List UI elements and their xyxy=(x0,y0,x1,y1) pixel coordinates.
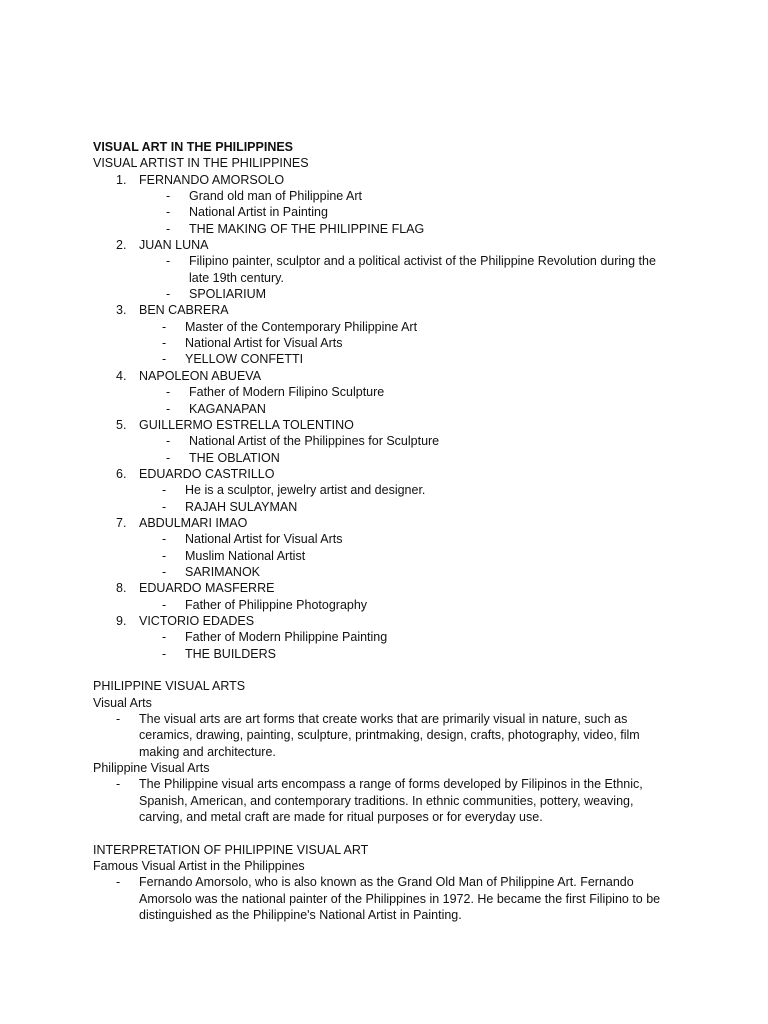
artist-detail xyxy=(0,482,768,498)
bullet-text: Fernando Amorsolo, who is also known as the Grand Old Man of Philippine Art. Fernando Amorsolo was the national painter of the Philippines in 1972. He became the first Filipino to be distinguished as the Philippine's National Artist in Painting. xyxy=(139,875,661,923)
section2-sub1: Visual Arts xyxy=(93,695,152,710)
artist-item xyxy=(0,417,768,433)
artist-detail xyxy=(0,433,768,449)
artist-detail xyxy=(0,499,768,515)
artist-item xyxy=(0,613,768,629)
dash-bullet: - xyxy=(166,189,171,204)
artist-detail xyxy=(0,286,768,302)
artist-detail xyxy=(0,253,768,286)
artist-detail xyxy=(0,335,768,351)
section3-heading: INTERPRETATION OF PHILIPPINE VISUAL ART xyxy=(93,842,369,857)
section2-heading: PHILIPPINE VISUAL ARTS xyxy=(93,679,246,694)
artist-detail-text: YELLOW CONFETTI xyxy=(185,352,304,367)
dash-bullet: - xyxy=(162,336,167,351)
artist-detail-text: SPOLIARIUM xyxy=(189,287,267,302)
dash-bullet: - xyxy=(116,777,121,792)
dash-bullet: - xyxy=(166,287,171,302)
list-number: 4. xyxy=(116,368,127,383)
dash-bullet: - xyxy=(166,254,171,269)
list-number: 8. xyxy=(116,581,127,596)
artist-name: GUILLERMO ESTRELLA TOLENTINO xyxy=(139,417,354,432)
artist-detail xyxy=(0,204,768,220)
section-subtitle: VISUAL ARTIST IN THE PHILIPPINES xyxy=(93,156,309,171)
artist-detail-text: Muslim National Artist xyxy=(185,548,306,563)
artist-detail-text: Father of Modern Filipino Sculpture xyxy=(189,385,385,400)
artist-detail-text: THE MAKING OF THE PHILIPPINE FLAG xyxy=(189,221,425,236)
artist-detail xyxy=(0,401,768,417)
dash-bullet: - xyxy=(162,319,167,334)
dash-bullet: - xyxy=(162,499,167,514)
dash-bullet: - xyxy=(162,646,167,661)
artist-detail xyxy=(0,629,768,645)
list-number: 7. xyxy=(116,515,127,530)
artist-name: NAPOLEON ABUEVA xyxy=(139,368,262,383)
artist-detail-text: National Artist of the Philippines for Sculpture xyxy=(189,434,440,449)
dash-bullet: - xyxy=(162,597,167,612)
list-number: 2. xyxy=(116,238,127,253)
artist-name: JUAN LUNA xyxy=(139,238,209,253)
artist-item xyxy=(0,302,768,318)
dash-bullet: - xyxy=(162,532,167,547)
section2-bullet1 xyxy=(0,711,768,760)
artist-detail xyxy=(0,548,768,564)
artist-detail-text: Filipino painter, sculptor and a political activist of the Philippine Revolution during the late 19th century. xyxy=(189,254,656,285)
artist-detail-text: THE OBLATION xyxy=(189,450,280,465)
dash-bullet: - xyxy=(166,450,171,465)
dash-bullet: - xyxy=(116,712,121,727)
bullet-text: The Philippine visual arts encompass a range of forms developed by Filipinos in the Ethnic, Spanish, American, and contemporary traditions. In ethnic communities, pottery, weaving, carving, and metal craft are made for ritual purposes or for everyday use. xyxy=(139,777,643,825)
artist-name: ABDULMARI IMAO xyxy=(139,515,248,530)
artist-detail-text: National Artist for Visual Arts xyxy=(185,532,343,547)
artist-detail xyxy=(0,597,768,613)
page-title: VISUAL ART IN THE PHILIPPINES xyxy=(93,140,294,154)
artist-detail xyxy=(0,646,768,662)
dash-bullet: - xyxy=(162,564,167,579)
dash-bullet: - xyxy=(162,352,167,367)
artist-detail xyxy=(0,564,768,580)
artist-detail xyxy=(0,531,768,547)
section2-sub2: Philippine Visual Arts xyxy=(93,761,210,776)
artist-item xyxy=(0,580,768,596)
artist-detail xyxy=(0,188,768,204)
artist-detail-text: Master of the Contemporary Philippine Art xyxy=(185,319,418,334)
artist-detail xyxy=(0,221,768,237)
artist-detail-text: National Artist for Visual Arts xyxy=(185,336,343,351)
dash-bullet: - xyxy=(166,401,171,416)
artist-detail-text: Father of Modern Philippine Painting xyxy=(185,630,388,645)
bullet-text: The visual arts are art forms that create works that are primarily visual in nature, such as ceramics, drawing, painting, sculpture, printmaking, design, crafts, photography, video, film making and architecture. xyxy=(139,712,640,759)
artist-detail-text: Grand old man of Philippine Art xyxy=(189,189,363,204)
list-number: 9. xyxy=(116,613,127,628)
list-number: 6. xyxy=(116,466,127,481)
artist-detail xyxy=(0,351,768,367)
artist-detail-text: THE BUILDERS xyxy=(185,646,276,661)
document-page xyxy=(0,139,768,923)
section3-sub1: Famous Visual Artist in the Philippines xyxy=(93,859,305,874)
list-number: 1. xyxy=(116,172,127,187)
dash-bullet: - xyxy=(166,205,171,220)
dash-bullet: - xyxy=(116,875,121,890)
list-number: 5. xyxy=(116,417,127,432)
list-number: 3. xyxy=(116,303,127,318)
section2-bullet2 xyxy=(0,776,768,825)
artist-name: EDUARDO MASFERRE xyxy=(139,581,275,596)
artist-detail-text: National Artist in Painting xyxy=(189,205,328,220)
artist-name: FERNANDO AMORSOLO xyxy=(139,172,285,187)
artist-detail-text: He is a sculptor, jewelry artist and designer. xyxy=(185,483,426,498)
artist-name: VICTORIO EDADES xyxy=(139,613,255,628)
artist-detail xyxy=(0,384,768,400)
dash-bullet: - xyxy=(166,221,171,236)
dash-bullet: - xyxy=(162,630,167,645)
artist-item xyxy=(0,237,768,253)
artist-item xyxy=(0,368,768,384)
dash-bullet: - xyxy=(166,434,171,449)
artist-detail xyxy=(0,319,768,335)
artist-list xyxy=(0,172,768,662)
artist-detail-text: Father of Philippine Photography xyxy=(185,597,368,612)
section3-bullet1 xyxy=(0,874,768,923)
dash-bullet: - xyxy=(166,385,171,400)
artist-name: BEN CABRERA xyxy=(139,303,229,318)
artist-detail-text: KAGANAPAN xyxy=(189,401,266,416)
artist-detail-text: SARIMANOK xyxy=(185,564,261,579)
artist-detail xyxy=(0,450,768,466)
dash-bullet: - xyxy=(162,548,167,563)
dash-bullet: - xyxy=(162,483,167,498)
artist-item xyxy=(0,515,768,531)
artist-name: EDUARDO CASTRILLO xyxy=(139,466,275,481)
artist-detail-text: RAJAH SULAYMAN xyxy=(185,499,298,514)
artist-item xyxy=(0,172,768,188)
artist-item xyxy=(0,466,768,482)
